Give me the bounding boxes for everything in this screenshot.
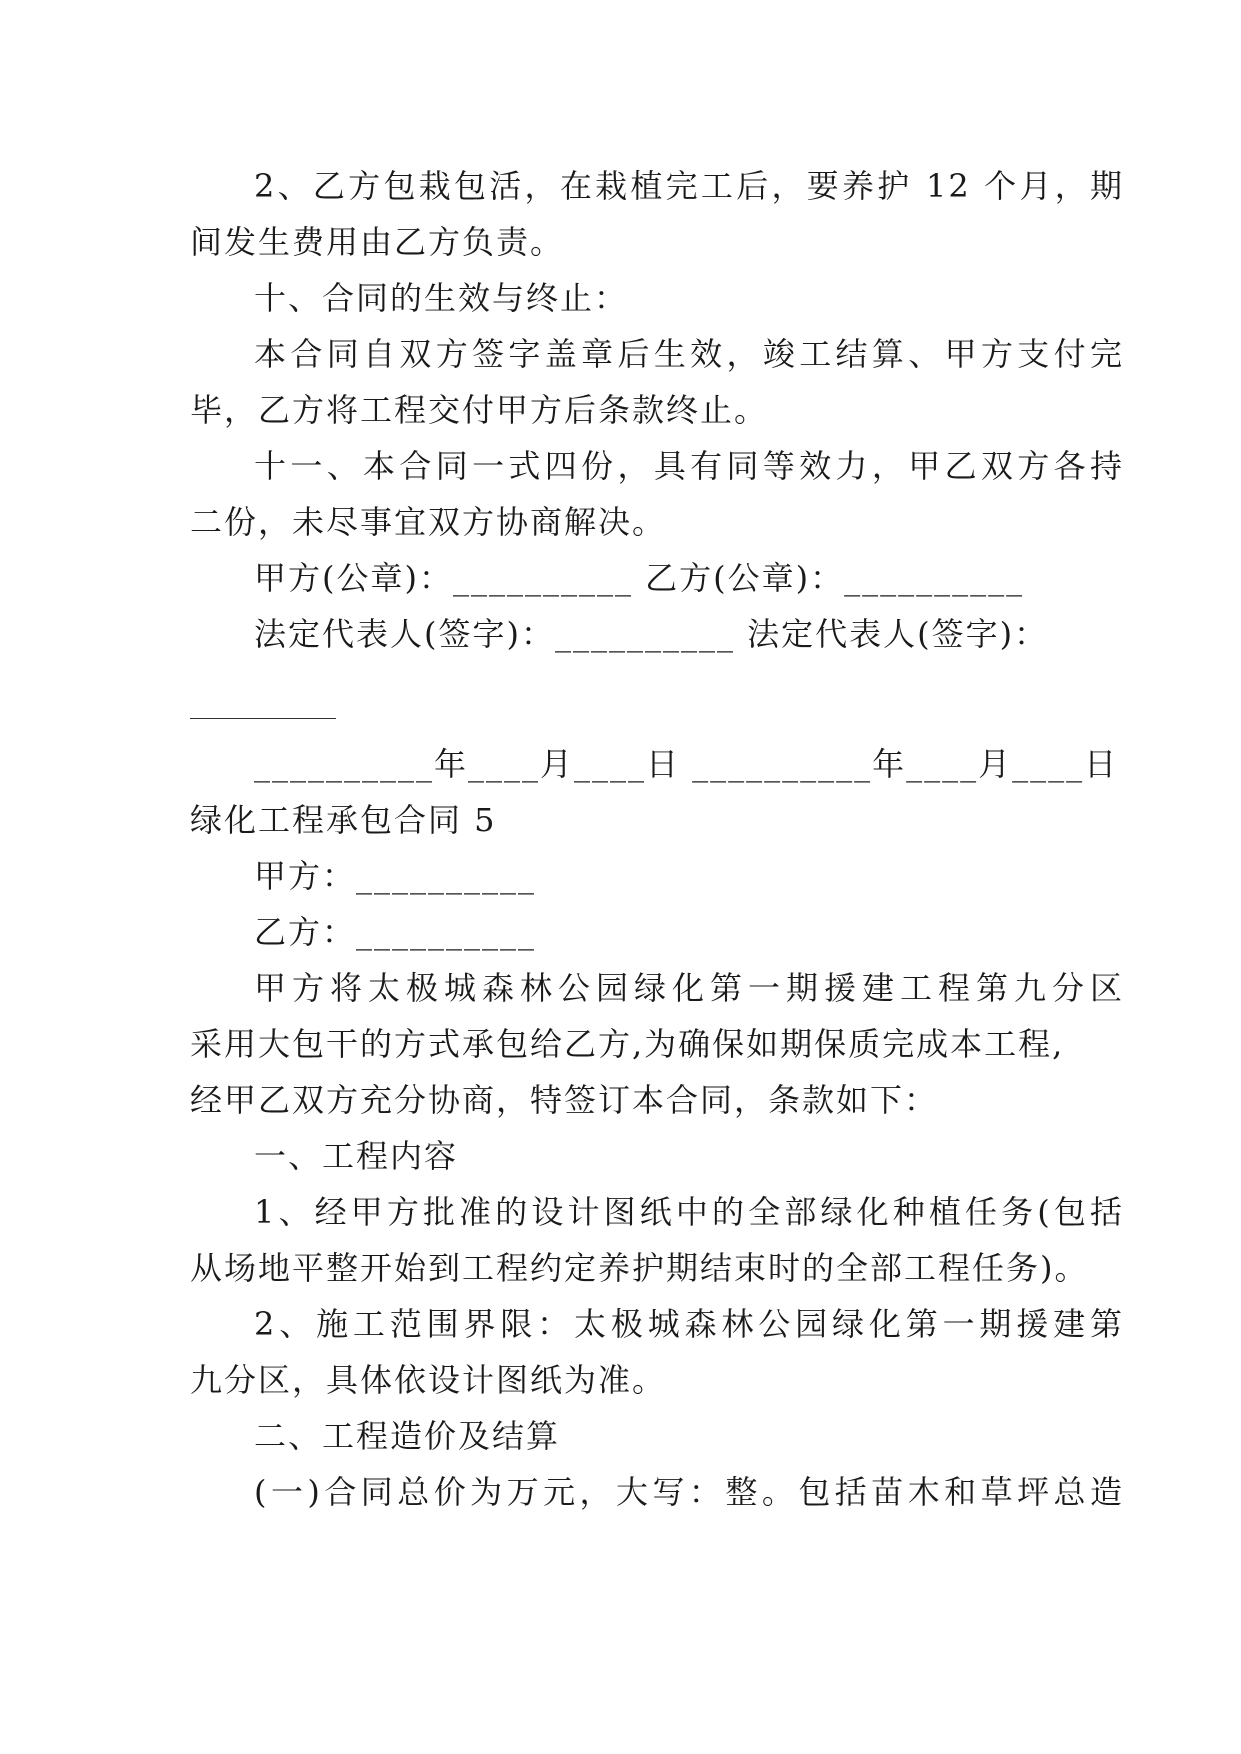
contract-title: 绿化工程承包合同 5 bbox=[190, 801, 497, 839]
paragraph-line: 经甲乙双方充分协商，特签订本合同，条款如下： bbox=[190, 1081, 939, 1119]
section-heading: 一、工程内容 bbox=[254, 1137, 459, 1175]
date-line: __________年____月____日 __________年____月____日 bbox=[254, 745, 1119, 783]
section-heading: 十、合同的生效与终止： bbox=[254, 279, 629, 317]
paragraph-line: 间发生费用由乙方负责。 bbox=[190, 223, 565, 261]
paragraph-line: 采用大包干的方式承包给乙方,为确保如期保质完成本工程, bbox=[190, 1025, 1065, 1063]
paragraph-line: 十一、本合同一式四份，具有同等效力，甲乙双方各持 bbox=[254, 447, 1124, 485]
paragraph-line: 九分区，具体依设计图纸为准。 bbox=[190, 1361, 667, 1399]
paragraph-line: 二份，未尽事宜双方协商解决。 bbox=[190, 503, 667, 541]
signature-blank bbox=[190, 718, 336, 719]
paragraph-line: 从场地平整开始到工程约定养护期结束时的全部工程任务)。 bbox=[190, 1249, 1089, 1287]
section-heading: 二、工程造价及结算 bbox=[254, 1417, 561, 1455]
party-b-line: 乙方：__________ bbox=[254, 913, 537, 951]
paragraph-line: 1、经甲方批准的设计图纸中的全部绿化种植任务(包括 bbox=[254, 1193, 1124, 1231]
paragraph-line: 甲方将太极城森林公园绿化第一期援建工程第九分区 bbox=[254, 969, 1124, 1007]
paragraph-line: 2、施工范围界限：太极城森林公园绿化第一期援建第 bbox=[254, 1305, 1124, 1343]
paragraph-line: 2、乙方包栽包活，在栽植完工后，要养护 12 个月，期 bbox=[254, 167, 1124, 205]
signature-seal-line: 甲方(公章)：__________ 乙方(公章)：__________ bbox=[254, 559, 1025, 597]
paragraph-line: 本合同自双方签字盖章后生效，竣工结算、甲方支付完 bbox=[254, 335, 1124, 373]
paragraph-line: (一)合同总价为万元，大写：整。包括苗木和草坪总造 bbox=[254, 1473, 1124, 1511]
paragraph-line: 毕，乙方将工程交付甲方后条款终止。 bbox=[190, 391, 769, 429]
party-a-line: 甲方：__________ bbox=[254, 857, 537, 895]
signature-representative-line: 法定代表人(签字)：__________ 法定代表人(签字)： bbox=[254, 615, 1049, 653]
